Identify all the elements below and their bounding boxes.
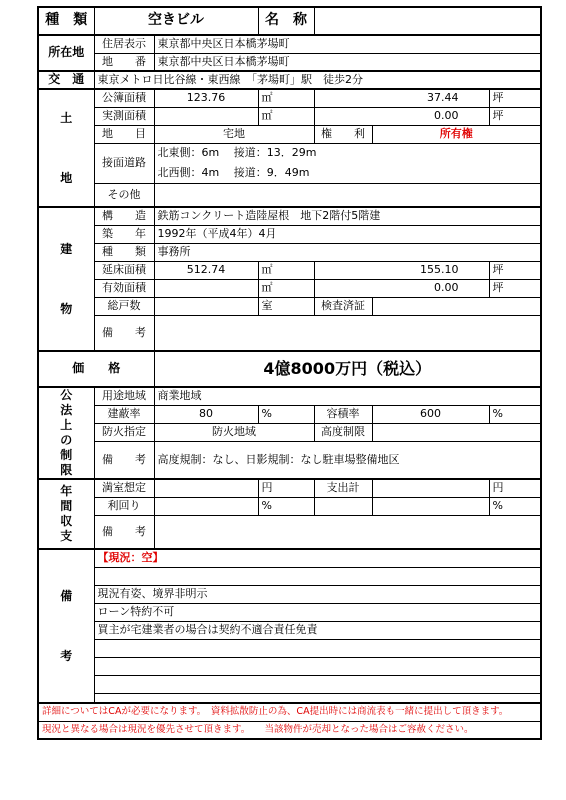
road-line-1: 北東側：6m 接道：13．29m bbox=[154, 143, 541, 163]
floor-area-sqm: 512.74 bbox=[154, 261, 258, 279]
built-year-label: 築 年 bbox=[94, 225, 154, 243]
fire-zone-label: 防火指定 bbox=[94, 423, 154, 441]
fire-zone-value: 防火地域 bbox=[154, 423, 314, 441]
effective-area-label: 有効面積 bbox=[94, 279, 154, 297]
percent-unit: % bbox=[258, 405, 314, 423]
rights-value: 所有権 bbox=[372, 125, 541, 143]
coverage-value: 80 bbox=[154, 405, 258, 423]
zoning-value: 商業地域 bbox=[154, 387, 541, 405]
land-section-label: 土 地 bbox=[38, 89, 94, 207]
registered-area-label: 公簿面積 bbox=[94, 89, 154, 107]
legal-section-label: 公法上の制限 bbox=[38, 387, 94, 479]
road-line-2: 北西側：4m 接道：9．49m bbox=[154, 163, 541, 183]
price-value: 4億8000万円（税込） bbox=[154, 351, 541, 387]
floor-area-tsubo: 155.10 bbox=[314, 261, 489, 279]
percent-unit: % bbox=[258, 497, 314, 515]
notes-line bbox=[94, 639, 541, 657]
building-remarks-label: 備 考 bbox=[94, 315, 154, 351]
effective-area-tsubo: 0.00 bbox=[314, 279, 489, 297]
tsubo-unit: 坪 bbox=[489, 261, 541, 279]
name-value bbox=[314, 7, 541, 35]
sqm-unit: ㎡ bbox=[258, 279, 314, 297]
income-remarks-value bbox=[154, 515, 541, 549]
building-kind-value: 事務所 bbox=[154, 243, 541, 261]
units-label: 総戸数 bbox=[94, 297, 154, 315]
property-table bbox=[37, 6, 542, 740]
sqm-unit: ㎡ bbox=[258, 261, 314, 279]
units-value bbox=[154, 297, 258, 315]
price-label: 価 格 bbox=[38, 351, 154, 387]
building-kind-label: 種 類 bbox=[94, 243, 154, 261]
structure-label: 構 造 bbox=[94, 207, 154, 225]
tsubo-unit: 坪 bbox=[489, 89, 541, 107]
notes-status: 【現況：空】 bbox=[94, 549, 541, 567]
residence-label: 住居表示 bbox=[94, 35, 154, 53]
name-label: 名 称 bbox=[258, 7, 314, 35]
inspection-label: 検査済証 bbox=[314, 297, 372, 315]
income-remarks-label: 備 考 bbox=[94, 515, 154, 549]
land-category-label: 地 目 bbox=[94, 125, 154, 143]
units-unit: 室 bbox=[258, 297, 314, 315]
sqm-unit: ㎡ bbox=[258, 107, 314, 125]
measured-area-tsubo: 0.00 bbox=[314, 107, 489, 125]
header-row bbox=[38, 7, 541, 35]
coverage-label: 建蔽率 bbox=[94, 405, 154, 423]
percent-unit: % bbox=[489, 497, 541, 515]
rights-label: 権 利 bbox=[314, 125, 372, 143]
transport-label: 交 通 bbox=[38, 71, 94, 89]
registered-area-tsubo: 37.44 bbox=[314, 89, 489, 107]
notes-line bbox=[94, 567, 541, 585]
land-other-value bbox=[154, 183, 541, 207]
property-sheet bbox=[37, 6, 540, 740]
land-other-label: その他 bbox=[94, 183, 154, 207]
yield-value bbox=[154, 497, 258, 515]
building-section-label: 建 物 bbox=[38, 207, 94, 351]
measured-area-label: 実測面積 bbox=[94, 107, 154, 125]
notes-section-label: 備 考 bbox=[38, 549, 94, 703]
far-label: 容積率 bbox=[314, 405, 372, 423]
yield-label: 利回り bbox=[94, 497, 154, 515]
type-label: 種 類 bbox=[38, 7, 94, 35]
notes-line: ローン特約不可 bbox=[94, 603, 541, 621]
sqm-unit: ㎡ bbox=[258, 89, 314, 107]
expense-value bbox=[372, 479, 489, 497]
notes-line bbox=[94, 657, 541, 675]
location-label: 所在地 bbox=[38, 35, 94, 71]
footer-notice-2: 現況と異なる場合は現況を優先させて頂きます。 当該物件が売却となった場合はご容赦ください。 bbox=[38, 721, 541, 739]
tsubo-unit: 坪 bbox=[489, 107, 541, 125]
inspection-value bbox=[372, 297, 541, 315]
lot-label: 地 番 bbox=[94, 53, 154, 71]
yen-unit: 円 bbox=[258, 479, 314, 497]
legal-remarks-label: 備 考 bbox=[94, 441, 154, 479]
footer-notice-1: 詳細についてはCAが必要になります。 資料拡散防止の為、CA提出時には商流表も一緒に提出して頂きます。 bbox=[38, 703, 541, 721]
far-value: 600 bbox=[372, 405, 489, 423]
transport-value: 東京メトロ日比谷線・東西線 「茅場町」駅 徒歩2分 bbox=[94, 71, 541, 89]
registered-area-sqm: 123.76 bbox=[154, 89, 258, 107]
notes-line bbox=[94, 675, 541, 693]
yen-unit: 円 bbox=[489, 479, 541, 497]
income-section-label: 年間収支 bbox=[38, 479, 94, 549]
percent-unit: % bbox=[489, 405, 541, 423]
height-limit-value bbox=[372, 423, 541, 441]
lot-value: 東京都中央区日本橋茅場町 bbox=[154, 53, 541, 71]
built-year-value: 1992年（平成4年）4月 bbox=[154, 225, 541, 243]
notes-line: 買主が宅建業者の場合は契約不適合責任免責 bbox=[94, 621, 541, 639]
structure-value: 鉄筋コンクリート造陸屋根 地下2階付5階建 bbox=[154, 207, 541, 225]
land-category-value: 宅地 bbox=[154, 125, 314, 143]
tsubo-unit: 坪 bbox=[489, 279, 541, 297]
zoning-label: 用途地域 bbox=[94, 387, 154, 405]
type-value: 空きビル bbox=[94, 7, 258, 35]
floor-area-label: 延床面積 bbox=[94, 261, 154, 279]
legal-remarks-value: 高度規制：なし、日影規制：なし駐車場整備地区 bbox=[154, 441, 541, 479]
height-limit-label: 高度制限 bbox=[314, 423, 372, 441]
building-remarks-value bbox=[154, 315, 541, 351]
expense-label: 支出計 bbox=[314, 479, 372, 497]
effective-area-sqm bbox=[154, 279, 258, 297]
residence-value: 東京都中央区日本橋茅場町 bbox=[154, 35, 541, 53]
road-label: 接面道路 bbox=[94, 143, 154, 183]
full-occupancy-label: 満室想定 bbox=[94, 479, 154, 497]
full-occupancy-value bbox=[154, 479, 258, 497]
measured-area-sqm bbox=[154, 107, 258, 125]
notes-line: 現況有姿、境界非明示 bbox=[94, 585, 541, 603]
